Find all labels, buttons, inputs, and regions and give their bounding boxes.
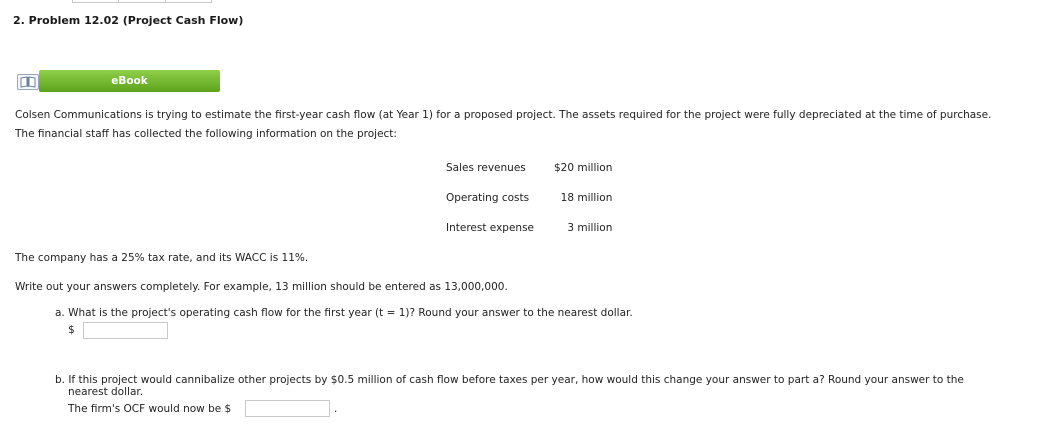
top-tab-strip [72, 0, 212, 3]
project-info-table [440, 160, 618, 250]
part-b-question-line-1: b. If this project would cannibalize other projects by $0.5 million of cash flow before taxes per year, how would this change your answer to part a? Round your answer to the [55, 374, 964, 386]
part-b-answer-input[interactable] [245, 400, 330, 417]
book-icon[interactable] [17, 74, 39, 90]
table-row [440, 160, 618, 190]
row-value: 3 million [567, 222, 613, 234]
part-b-suffix: . [334, 403, 338, 415]
part-a-question: a. What is the project's operating cash flow for the first year (t = 1)? Round your answer to the nearest dollar. [55, 307, 633, 319]
table-row [440, 220, 618, 250]
part-b-prefix: The firm's OCF would now be $ [68, 403, 232, 415]
instruction-text: Write out your answers completely. For example, 13 million should be entered as 13,000,000. [15, 281, 508, 293]
part-a-answer-input[interactable] [83, 322, 168, 339]
intro-line-1: Colsen Communications is trying to estimate the first-year cash flow (at Year 1) for a proposed project. The assets required for the project were fully depreciated at the time of purchase. [15, 109, 992, 121]
tax-note: The company has a 25% tax rate, and its WACC is 11%. [15, 252, 309, 264]
part-b-question-line-2: nearest dollar. [68, 386, 144, 398]
row-value: 18 million [560, 192, 613, 204]
problem-title: 2. Problem 12.02 (Project Cash Flow) [13, 14, 244, 27]
row-label: Operating costs [446, 192, 530, 204]
table-row [440, 190, 618, 220]
row-label: Sales revenues [446, 162, 526, 174]
ebook-button[interactable]: eBook [39, 70, 220, 92]
part-a-currency: $ [68, 324, 75, 336]
intro-line-2: The financial staff has collected the following information on the project: [15, 128, 397, 140]
row-value: $20 million [554, 162, 613, 174]
row-label: Interest expense [446, 222, 534, 234]
